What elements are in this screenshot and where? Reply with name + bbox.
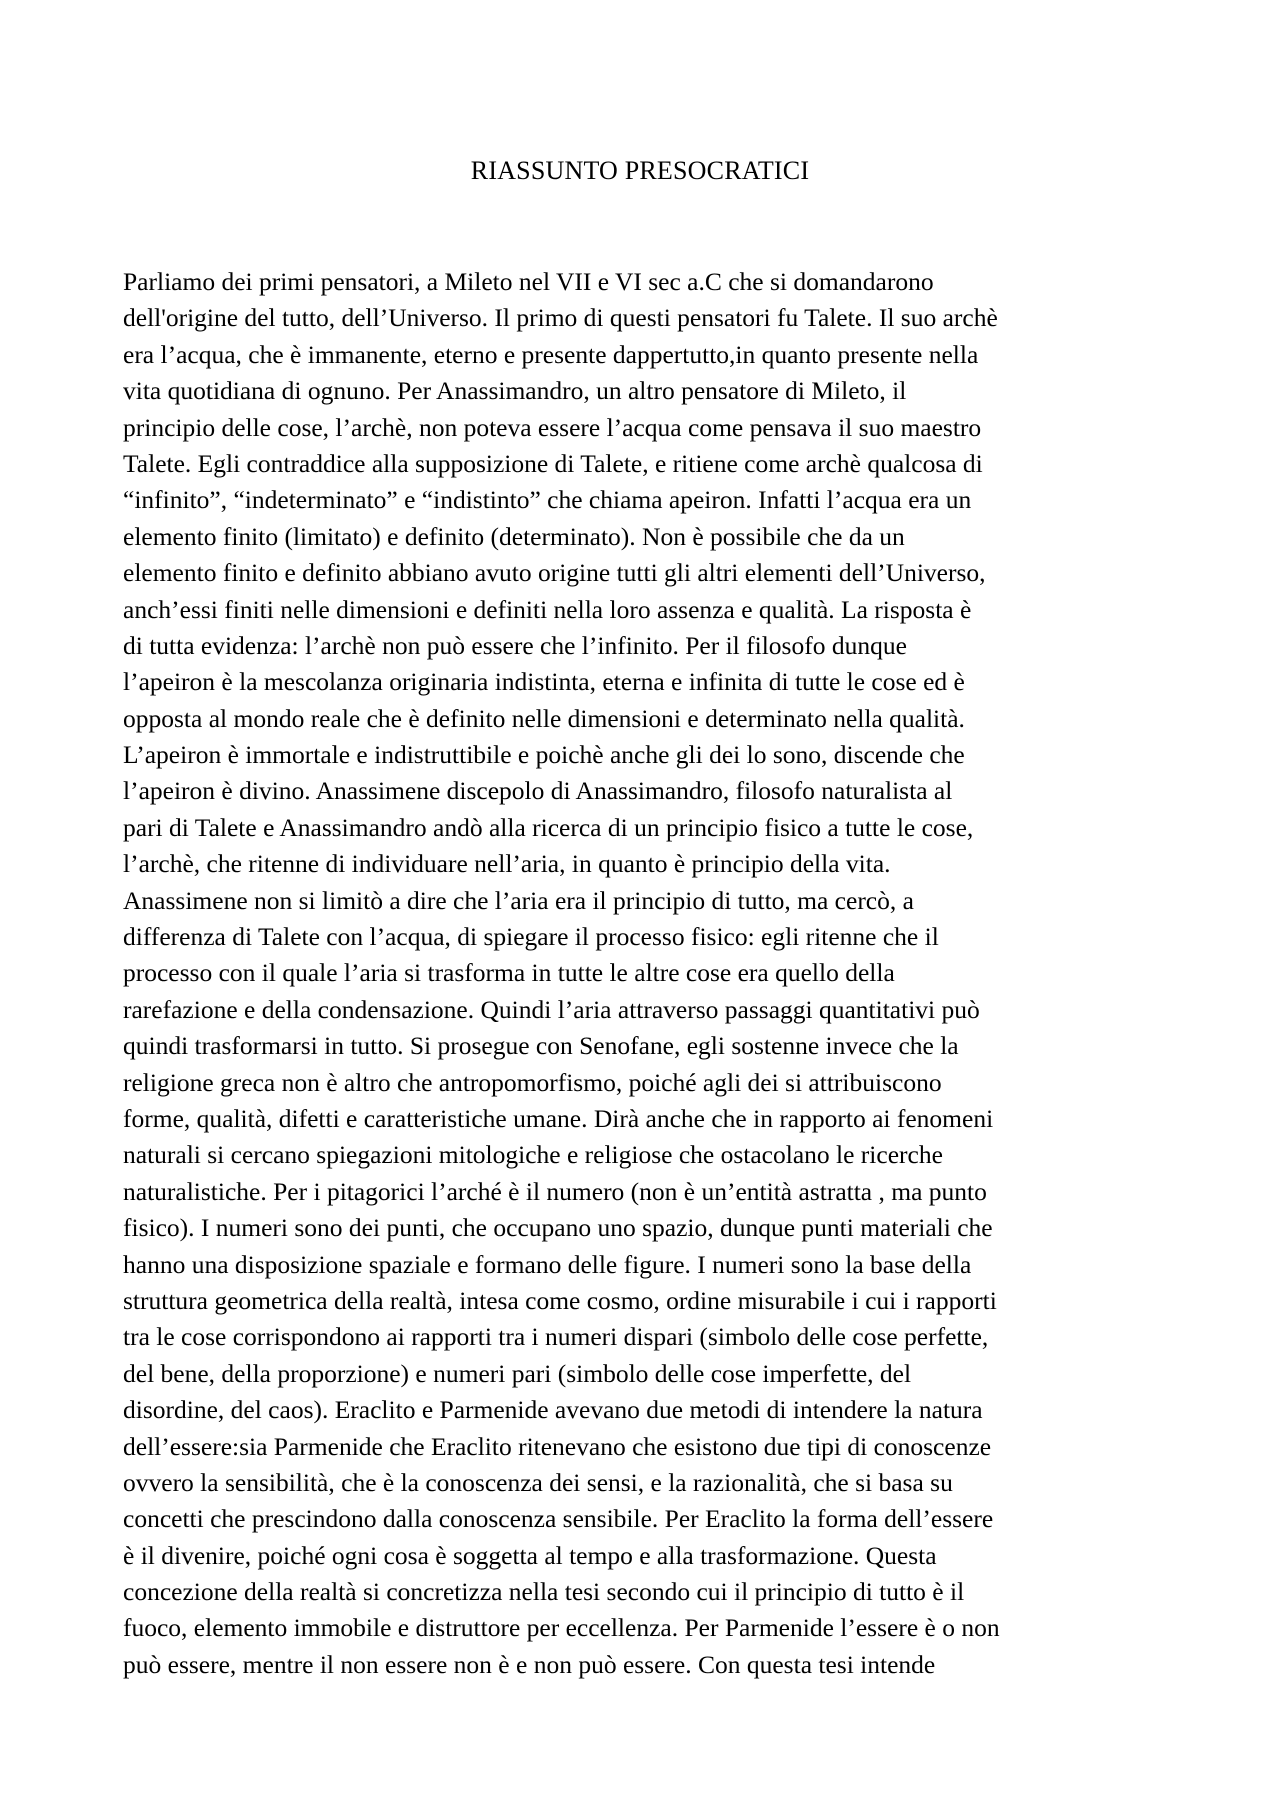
text-line: vita quotidiana di ognuno. Per Anassimandro, un altro pensatore di Mileto, il xyxy=(123,376,907,406)
text-line: ovvero la sensibilità, che è la conoscenza dei sensi, e la razionalità, che si basa su xyxy=(123,1467,953,1497)
page-title: RIASSUNTO PRESOCRATICI xyxy=(470,156,810,185)
text-line: concezione della realtà si concretizza nella tesi secondo cui il principio di tutto è il xyxy=(123,1577,965,1607)
text-line: forme, qualità, difetti e caratteristiche umane. Dirà anche che in rapporto ai fenomeni xyxy=(123,1103,994,1133)
text-line: struttura geometrica della realtà, intesa come cosmo, ordine misurabile i cui i rapporti xyxy=(123,1285,997,1315)
text-line: anch’essi finiti nelle dimensioni e definiti nella loro assenza e qualità. La risposta è xyxy=(123,594,972,624)
text-line: pari di Talete e Anassimandro andò alla ricerca di un principio fisico a tutte le cose, xyxy=(123,812,974,842)
text-line: dell’essere:sia Parmenide che Eraclito ritenevano che esistono due tipi di conoscenze xyxy=(123,1431,992,1461)
text-line: elemento finito e definito abbiano avuto origine tutti gli altri elementi dell’Universo, xyxy=(123,558,986,588)
text-line: fisico). I numeri sono dei punti, che occupano uno spazio, dunque punti materiali che xyxy=(123,1213,993,1243)
text-line: rarefazione e della condensazione. Quindi l’aria attraverso passaggi quantitativi può xyxy=(123,994,980,1024)
text-line: hanno una disposizione spaziale e formano delle figure. I numeri sono la base della xyxy=(123,1249,972,1279)
text-line: di tutta evidenza: l’archè non può essere che l’infinito. Per il filosofo dunque xyxy=(123,630,907,660)
text-line: era l’acqua, che è immanente, eterno e presente dappertutto,in quanto presente nella xyxy=(123,339,979,369)
text-line: opposta al mondo reale che è definito nelle dimensioni e determinato nella qualità. xyxy=(123,703,965,733)
text-line: differenza di Talete con l’acqua, di spiegare il processo fisico: egli ritenne che il xyxy=(123,922,939,952)
text-line: principio delle cose, l’archè, non poteva essere l’acqua come pensava il suo maestro xyxy=(123,412,982,442)
text-line: del bene, della proporzione) e numeri pari (simbolo delle cose imperfette, del xyxy=(123,1358,912,1388)
text-line: disordine, del caos). Eraclito e Parmenide avevano due metodi di intendere la natura xyxy=(123,1395,983,1425)
text-line: concetti che prescindono dalla conoscenza sensibile. Per Eraclito la forma dell’essere xyxy=(123,1504,994,1534)
text-line: Anassimene non si limitò a dire che l’aria era il principio di tutto, ma cercò, a xyxy=(123,885,914,915)
text-line: religione greca non è altro che antropomorfismo, poiché agli dei si attribuiscono xyxy=(123,1067,942,1097)
text-line: fuoco, elemento immobile e distruttore per eccellenza. Per Parmenide l’essere è o non xyxy=(123,1613,1000,1643)
text-line: Parliamo dei primi pensatori, a Mileto nel VII e VI sec a.C che si domandarono xyxy=(123,267,934,296)
text-line: è il divenire, poiché ogni cosa è soggetta al tempo e alla trasformazione. Questa xyxy=(123,1540,937,1570)
text-line: l’apeiron è la mescolanza originaria indistinta, eterna e infinita di tutte le cose ed è xyxy=(123,667,965,697)
text-line: l’archè, che ritenne di individuare nell’aria, in quanto è principio della vita. xyxy=(123,849,891,879)
text-line: processo con il quale l’aria si trasforma in tutte le altre cose era quello della xyxy=(123,958,895,988)
text-line: quindi trasformarsi in tutto. Si prosegue con Senofane, egli sostenne invece che la xyxy=(123,1031,959,1061)
text-line: tra le cose corrispondono ai rapporti tra i numeri dispari (simbolo delle cose perfette, xyxy=(123,1322,989,1352)
text-line: “infinito”, “indeterminato” e “indistinto” che chiama apeiron. Infatti l’acqua era un xyxy=(123,485,972,515)
text-line: elemento finito (limitato) e definito (determinato). Non è possibile che da un xyxy=(123,521,905,551)
text-line: dell'origine del tutto, dell’Universo. Il primo di questi pensatori fu Talete. Il suo archè xyxy=(123,303,998,333)
body-paragraph xyxy=(123,264,1173,1683)
text-line: può essere, mentre il non essere non è e non può essere. Con questa tesi intende xyxy=(123,1649,936,1679)
text-line: Talete. Egli contraddice alla supposizione di Talete, e ritiene come archè qualcosa di xyxy=(123,448,983,478)
text-line: L’apeiron è immortale e indistruttibile e poichè anche gli dei lo sono, discende che xyxy=(123,740,965,770)
text-line: l’apeiron è divino. Anassimene discepolo di Anassimandro, filosofo naturalista al xyxy=(123,776,953,806)
text-line: naturalistiche. Per i pitagorici l’arché è il numero (non è un’entità astratta , ma punto xyxy=(123,1176,987,1206)
text-line: naturali si cercano spiegazioni mitologiche e religiose che ostacolano le ricerche xyxy=(123,1140,943,1170)
